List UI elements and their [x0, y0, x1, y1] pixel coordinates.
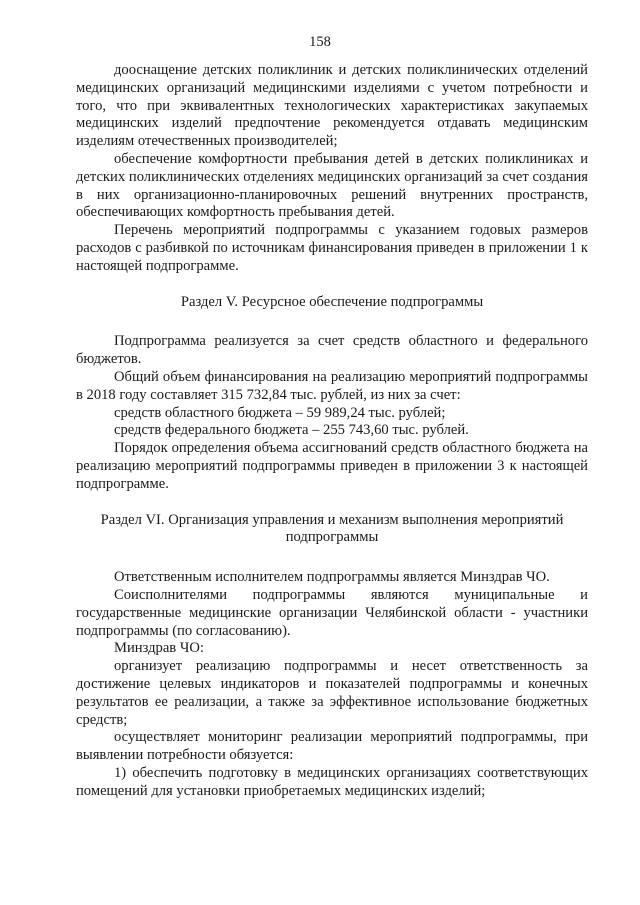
paragraph-measures-list: Перечень мероприятий подпрограммы с указанием годовых размеров расходов с разбивкой по источникам финансирования приведен в приложении 1 к настоящей подпрограмме.: [76, 222, 588, 274]
paragraph-allocation-procedure: Порядок определения объема ассигнований средств областного бюджета на реализацию мероприятий подпрограммы приведен в приложении 3 к настоящей подпрограмме.: [76, 440, 588, 492]
paragraph-funding-sources: Подпрограмма реализуется за счет средств областного и федерального бюджетов.: [76, 333, 588, 368]
paragraph-organizes: организует реализацию подпрограммы и несет ответственность за достижение целевых индикаторов и показателей подпрограммы и конечных результатов ее реализации, а также за эффективное использование бюджетных средств;: [76, 658, 588, 728]
paragraph-co-executors: Соисполнителями подпрограммы являются муниципальные и государственные медицинские организации Челябинской области - участники подпрограммы (по согласованию).: [76, 586, 588, 639]
section-6-heading-line-2: подпрограммы: [285, 529, 379, 546]
paragraph-federal-budget: средств федерального бюджета – 255 743,60 тыс. рублей.: [114, 422, 469, 439]
section-5-heading: Раздел V. Ресурсное обеспечение подпрограммы: [180, 293, 484, 310]
document-body: [76, 62, 588, 800]
paragraph-total-funding: Общий объем финансирования на реализацию мероприятий подпрограммы в 2018 году составляет 315 732,84 тыс. рублей, из них за счет:: [76, 368, 588, 403]
page-number: 158: [309, 34, 331, 50]
section-6-heading: [76, 512, 588, 548]
paragraph-item-1: 1) обеспечить подготовку в медицинских организациях соответствующих помещений для установки приобретаемых медицинских изделий;: [76, 764, 588, 799]
paragraph-responsible-executor: Ответственным исполнителем подпрограммы является Минздрав ЧО.: [114, 569, 550, 586]
paragraph-regional-budget: средств областного бюджета – 59 989,24 тыс. рублей;: [114, 404, 446, 421]
section-6-heading-line-1: Раздел VI. Организация управления и механизм выполнения мероприятий: [100, 511, 564, 528]
paragraph-ministry-label: Минздрав ЧО:: [114, 640, 204, 657]
paragraph-comfort: обеспечение комфортности пребывания детей в детских поликлиниках и детских поликлинических отделениях медицинских организаций за счет создания в них организационно-планировочных решений внутренних пространств, обеспечивающих комфортность пребывания детей.: [76, 150, 588, 221]
paragraph-equipment: дооснащение детских поликлиник и детских поликлинических отделений медицинских организаций медицинскими изделиями с учетом потребности и того, что при эквивалентных технологических характеристиках закупаемых медицинских изделий предпочтение рекомендуется отдавать медицинским изделиям отечественных производителей;: [76, 62, 588, 150]
paragraph-monitoring: осуществляет мониторинг реализации мероприятий подпрограммы, при выявлении потребности обязуется:: [76, 729, 588, 764]
